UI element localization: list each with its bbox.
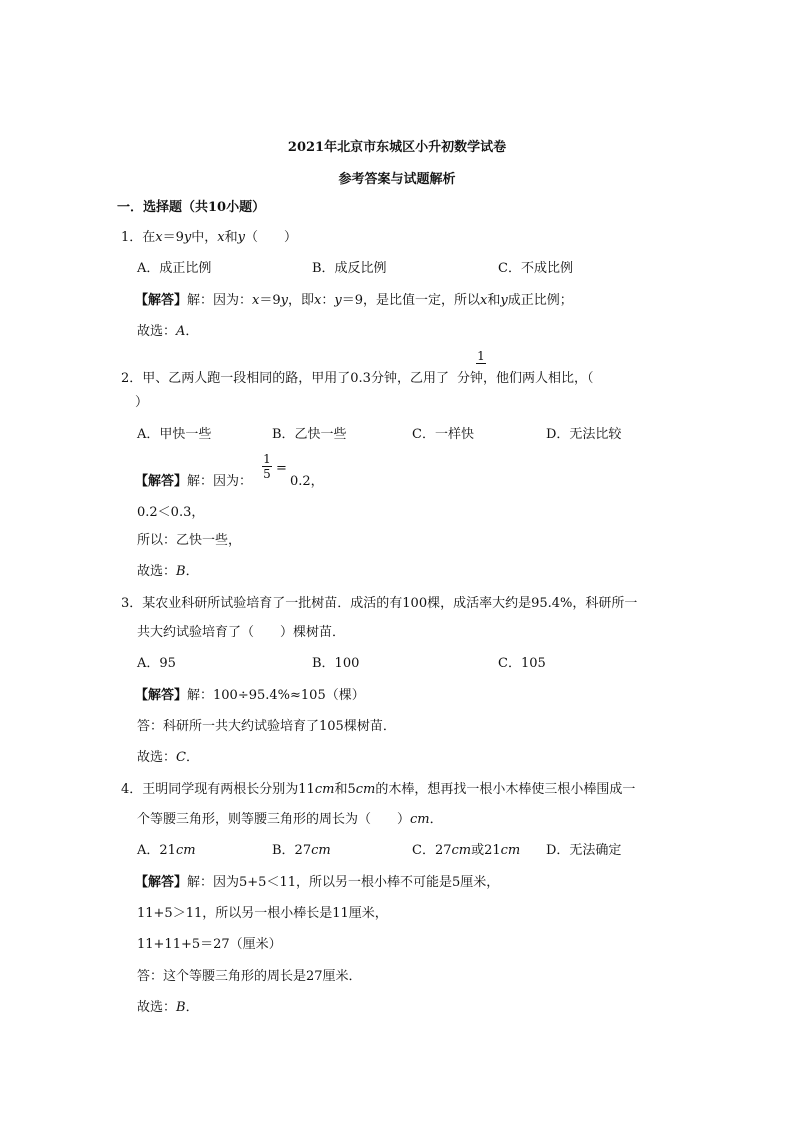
- q2-stem: 2．甲、乙两人跑一段相同的路，甲用了0.3分钟，乙用了 分钟，他们两人相比，（: [121, 371, 594, 386]
- q4-stem-continued: 个等腰三角形，则等腰三角形的周长为（ ）cm．: [137, 812, 443, 827]
- q1-option-a: A．成正比例: [137, 261, 212, 276]
- q4-answer-line2: 11+5＞11，所以另一根小棒长是11厘米，: [137, 906, 388, 921]
- q2-option-d: D．无法比较: [546, 427, 622, 442]
- q2-fraction: 1: [477, 349, 485, 363]
- q1-stem: 1．在x＝9y中，x和y（ ）: [121, 230, 298, 245]
- q4-answer-line3: 11+11+5＝27（厘米）: [137, 937, 282, 952]
- q4-option-a: A．21cm: [137, 843, 196, 858]
- document-subtitle: 参考答案与试题解析: [338, 172, 456, 187]
- q3-option-b: B．100: [312, 656, 360, 671]
- document-title: 2021年北京市东城区小升初数学试卷: [287, 140, 507, 155]
- q2-answer-equals: =: [276, 461, 287, 476]
- q3-option-a: A．95: [137, 656, 176, 671]
- q2-option-a: A．甲快一些: [137, 427, 212, 442]
- q3-answer: 【解答】解：100÷95.4%≈105（棵）: [135, 688, 365, 703]
- q3-stem: 3．某农业科研所试验培育了一批树苗．成活的有100棵，成活率大约是95.4%，科研所一: [121, 596, 638, 611]
- q2-answer-value: 0.2，: [290, 474, 324, 489]
- q1-option-b: B．成反比例: [312, 261, 387, 276]
- q4-answer: 【解答】解：因为5+5＜11，所以另一根小棒不可能是5厘米，: [135, 875, 500, 890]
- q4-option-b: B．27cm: [272, 843, 331, 858]
- q2-stem-continued: ）: [135, 395, 149, 410]
- q2-choice: 故选：B．: [137, 564, 199, 579]
- q2-option-c: C．一样快: [412, 427, 474, 442]
- q2-option-b: B．乙快一些: [272, 427, 347, 442]
- q3-choice: 故选：C．: [137, 750, 199, 765]
- q1-choice: 故选：A．: [137, 324, 199, 339]
- q1-option-c: C．不成比例: [498, 261, 573, 276]
- q1-answer: 【解答】解：因为：x＝9y，即x：y＝9，是比值一定，所以x和y成正比例；: [135, 293, 573, 308]
- q3-stem-continued: 共大约试验培育了（ ）棵树苗．: [137, 625, 346, 640]
- q4-option-c: C．27cm或21cm: [412, 843, 521, 858]
- q2-answer-fraction: 1 5: [263, 452, 271, 481]
- q2-answer-line2: 0.2＜0.3，: [137, 505, 205, 520]
- q2-answer-line3: 所以：乙快一些，: [137, 533, 242, 548]
- q4-stem: 4．王明同学现有两根长分别为11cm和5cm的木棒，想再找一根小木棒使三根小棒围成一: [121, 782, 636, 797]
- q3-answer-line2: 答：科研所一共大约试验培育了105棵树苗．: [137, 719, 396, 734]
- q4-option-d: D．无法确定: [546, 843, 622, 858]
- q3-option-c: C．105: [498, 656, 546, 671]
- q4-choice: 故选：B．: [137, 1000, 199, 1015]
- q4-answer-line4: 答：这个等腰三角形的周长是27厘米．: [137, 969, 362, 984]
- q2-answer: 【解答】解：因为：: [135, 474, 253, 489]
- section-heading: 一．选择题（共10小题）: [117, 200, 266, 215]
